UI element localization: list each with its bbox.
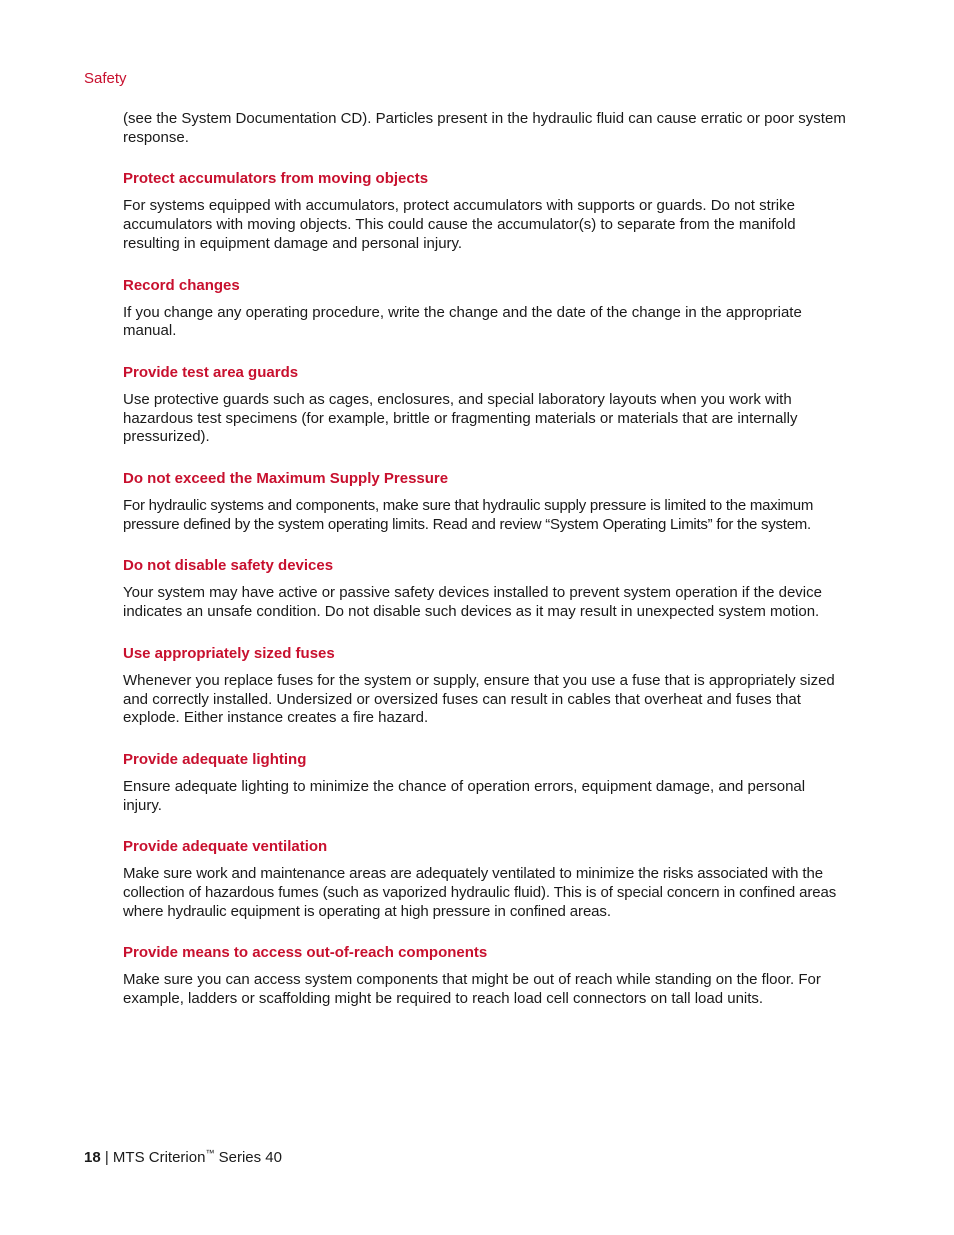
section-body: For systems equipped with accumulators, protect accumulators with supports or guards. Do not strike accumulators with moving objects. This could cause the accumulator(s) to separate from the manifold resulting in equipment damage and personal injury.	[123, 197, 796, 252]
section-body: If you change any operating procedure, write the change and the date of the change in the appropriate manual.	[123, 303, 802, 340]
footer-product: MTS Criterion	[112, 1149, 206, 1166]
intro-paragraph: (see the System Documentation CD). Particles present in the hydraulic fluid can cause erratic or poor system response.	[123, 110, 846, 146]
section-heading: Record changes	[123, 276, 240, 294]
section-body: Make sure you can access system components that might be out of reach while standing on the floor. For example, ladders or scaffolding might be required to reach load cell connectors on tall load units.	[123, 971, 821, 1008]
section-body: Use protective guards such as cages, enclosures, and special laboratory layouts when you work with hazardous test specimens (for example, brittle or fragmenting materials or materials that are internally pressurized).	[123, 390, 798, 446]
section-body: Whenever you replace fuses for the system or supply, ensure that you use a fuse that is appropriately sized and correctly installed. Undersized or oversized fuses can result in cables that overheat and fuses that explode. Either instance creates a fire hazard.	[123, 671, 835, 727]
section-record-changes	[123, 277, 848, 341]
section-body: Make sure work and maintenance areas are adequately ventilated to minimize the risks associated with the collection of hazardous fumes (such as vaporized hydraulic fluid). This is of special concern in confined areas where hydraulic equipment is operating at high pressure in confined areas.	[123, 865, 837, 920]
section-heading: Do not exceed the Maximum Supply Pressure	[123, 470, 449, 488]
running-header-section: Safety	[84, 70, 127, 87]
section-heading: Provide adequate ventilation	[123, 838, 328, 856]
section-test-area-guards	[123, 364, 848, 447]
section-heading: Provide adequate lighting	[123, 750, 307, 768]
section-body: Your system may have active or passive safety devices installed to prevent system operation if the device indicates an unsafe condition. Do not disable such devices as it may result in unexpected system motion.	[123, 584, 822, 621]
footer-series: Series 40	[214, 1149, 282, 1166]
page-footer	[84, 1148, 282, 1166]
section-heading: Do not disable safety devices	[123, 557, 334, 575]
trademark-symbol: ™	[205, 1148, 215, 1158]
page-number: 18	[84, 1149, 101, 1166]
footer-separator: |	[100, 1149, 113, 1166]
section-accumulators	[123, 170, 848, 253]
section-lighting	[123, 751, 848, 815]
section-heading: Use appropriately sized fuses	[123, 644, 335, 662]
section-heading: Provide means to access out-of-reach components	[123, 944, 488, 962]
section-safety-devices	[123, 557, 848, 621]
section-out-of-reach	[123, 944, 848, 1008]
section-body: For hydraulic systems and components, make sure that hydraulic supply pressure is limited to the maximum pressure defined by the system operating limits. Read and review “System Operating Limits” for the system.	[123, 497, 814, 533]
section-body: Ensure adequate lighting to minimize the chance of operation errors, equipment damage, and personal injury.	[123, 777, 806, 814]
section-fuses	[123, 645, 848, 728]
page-content	[123, 110, 848, 1009]
section-ventilation	[123, 838, 848, 921]
section-heading: Protect accumulators from moving objects	[123, 170, 429, 188]
section-heading: Provide test area guards	[123, 363, 299, 381]
section-max-supply-pressure	[123, 470, 848, 534]
